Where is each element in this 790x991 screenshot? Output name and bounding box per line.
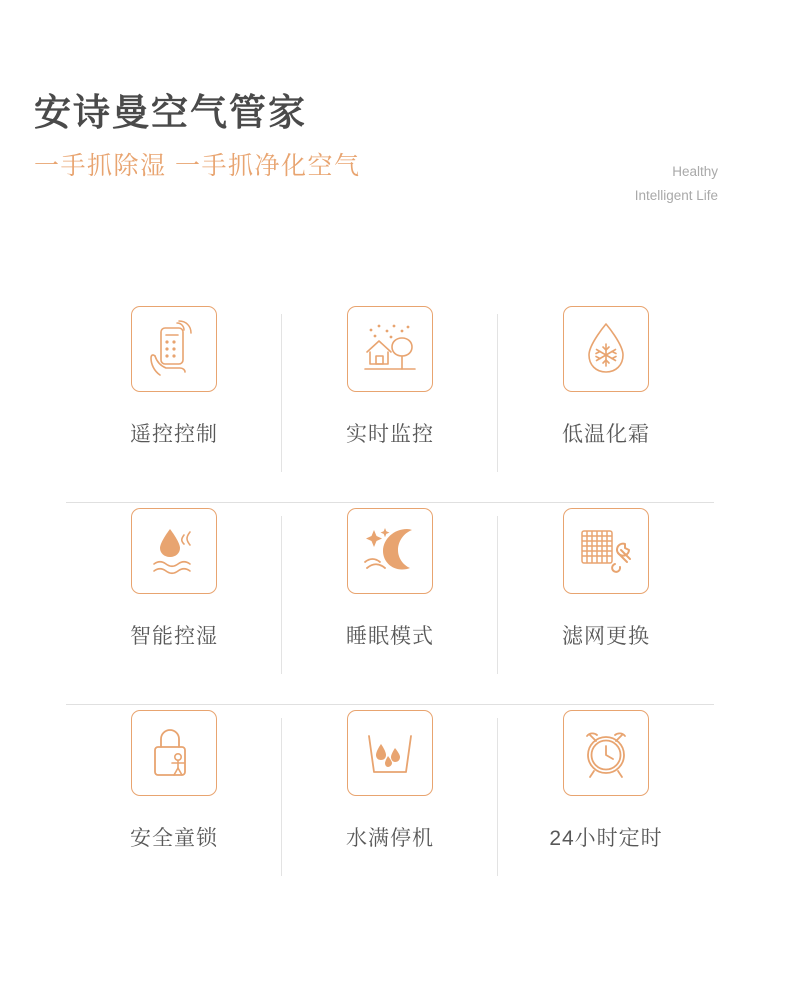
filter-replace-icon [563,508,649,594]
page-subtitle: 一手抓除湿 一手抓净化空气 [34,151,361,180]
humidity-control-icon [131,508,217,594]
remote-control-icon [131,306,217,392]
feature-label: 滤网更换 [562,625,650,648]
feature-item-low-temp-defrost [498,300,714,502]
page-title: 安诗曼空气管家 [34,92,307,133]
english-tagline-line2: Intelligent Life [634,187,718,203]
child-lock-icon [131,710,217,796]
feature-item-24h-timer [498,704,714,906]
feature-item-water-full-stop [282,704,498,906]
feature-label: 遥控控制 [130,423,218,446]
feature-label: 智能控湿 [130,625,218,648]
feature-item-child-lock [66,704,282,906]
feature-label: 水满停机 [346,827,434,850]
feature-label: 安全童锁 [130,827,218,850]
feature-label: 实时监控 [346,423,434,446]
feature-item-real-time-monitor [282,300,498,502]
feature-item-smart-humidity [66,502,282,704]
feature-label: 24小时定时 [549,827,663,850]
feature-item-filter-replacement [498,502,714,704]
page-header [0,0,790,181]
moon-sleep-icon [347,508,433,594]
feature-label: 睡眠模式 [346,625,434,648]
droplet-snowflake-icon [563,306,649,392]
english-tagline [635,160,718,207]
feature-label: 低温化霜 [562,423,650,446]
home-monitor-icon [347,306,433,392]
water-full-icon [347,710,433,796]
alarm-clock-icon [563,710,649,796]
feature-item-sleep-mode [282,502,498,704]
feature-item-remote-control [66,300,282,502]
english-tagline-line1: Healthy [672,164,718,179]
feature-grid [66,300,714,906]
